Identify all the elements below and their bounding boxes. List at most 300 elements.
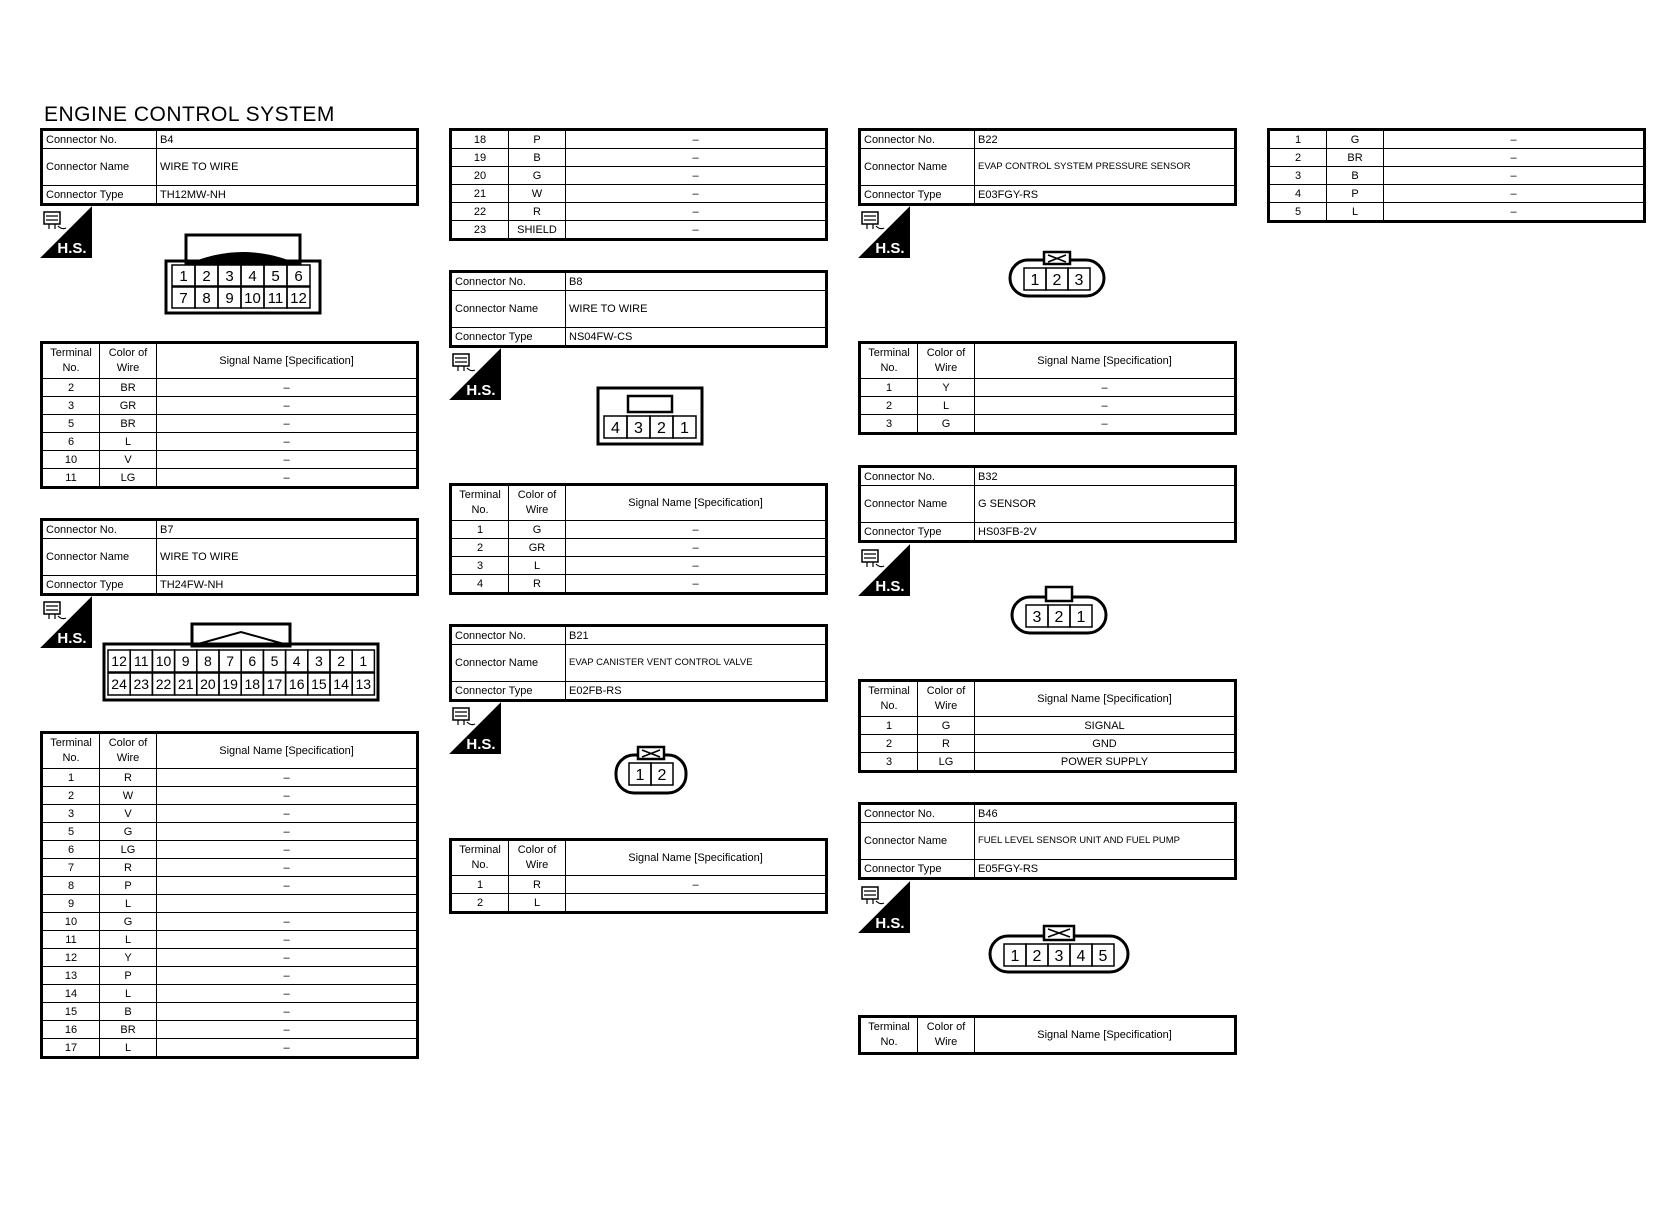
signal-name-cell: – [157, 397, 418, 415]
signal-name-cell: – [157, 913, 418, 931]
wire-color-cell: B [1327, 167, 1384, 185]
pin-number: 3 [634, 419, 643, 437]
terminal-no-cell: 2 [451, 539, 509, 557]
signal-name-cell: – [566, 575, 827, 594]
terminal-no-cell: 6 [42, 433, 100, 451]
signal-name-cell: – [566, 557, 827, 575]
terminal-no-cell: 1 [42, 769, 100, 787]
table-row [42, 949, 418, 967]
connector-b8-info [449, 270, 828, 348]
connector-b32-face [1010, 585, 1108, 635]
signal-name-cell: – [157, 415, 418, 433]
wire-color-cell: W [509, 185, 566, 203]
signal-name-cell: – [566, 149, 827, 167]
wire-color-cell: G [100, 823, 157, 841]
wire-color-cell: L [100, 895, 157, 913]
table-row [860, 379, 1236, 397]
wire-color-cell: R [509, 575, 566, 594]
table-row [42, 823, 418, 841]
connector-b22-info [858, 128, 1237, 206]
connector-b21-pins [449, 838, 828, 914]
terminal-no-cell: 8 [42, 877, 100, 895]
wire-color-cell: W [100, 787, 157, 805]
wire-color-cell: L [100, 985, 157, 1003]
signal-name-cell: – [1384, 130, 1645, 149]
pin-number: 2 [202, 267, 211, 285]
terminal-no-cell: 10 [42, 913, 100, 931]
signal-name-header: Signal Name [Specification] [566, 485, 827, 521]
pin-number: 13 [355, 676, 372, 693]
table-header [451, 485, 827, 521]
terminal-no-cell: 7 [42, 859, 100, 877]
signal-name-cell: – [1384, 203, 1645, 222]
wire-color-cell: P [509, 130, 566, 149]
connector-no-value: B32 [975, 467, 1236, 486]
terminal-no-cell: 3 [42, 805, 100, 823]
pin-number: 8 [204, 653, 212, 670]
pin-number: 4 [292, 653, 301, 670]
wire-color-cell: Y [100, 949, 157, 967]
connector-name-label: Connector Name [860, 486, 975, 523]
wire-color-cell: P [100, 877, 157, 895]
terminal-no-cell: 12 [42, 949, 100, 967]
connector-type-value: E05FGY-RS [975, 860, 1236, 879]
terminal-no-cell: 1 [451, 876, 509, 894]
connector-no-label: Connector No. [42, 520, 157, 539]
pin-number: 20 [200, 676, 216, 693]
signal-name-cell: – [566, 203, 827, 221]
wire-color-cell: G [918, 717, 975, 735]
wire-color-cell: LG [918, 753, 975, 772]
connector-type-label: Connector Type [451, 328, 566, 347]
pin-number: 2 [1054, 608, 1064, 626]
terminal-no-cell: 1 [860, 717, 918, 735]
wire-color-cell: L [509, 894, 566, 913]
pin-number: 21 [177, 676, 194, 693]
connector-b7-info [40, 518, 419, 596]
signal-name-cell: – [157, 1021, 418, 1039]
wire-color-cell: B [100, 1003, 157, 1021]
signal-name-header: Signal Name [Specification] [975, 343, 1236, 379]
signal-name-cell: – [157, 805, 418, 823]
signal-name-cell: – [975, 379, 1236, 397]
connector-no-value: B7 [157, 520, 418, 539]
connector-b8-face [596, 386, 704, 446]
connector-b46-pins-header [858, 1015, 1237, 1055]
signal-name-cell: – [157, 967, 418, 985]
pin-number: 3 [315, 653, 323, 670]
connector-name-value: G SENSOR [975, 486, 1236, 523]
table-row [451, 876, 827, 894]
wire-color-header: Color of Wire [509, 840, 566, 876]
terminal-no-header: Terminal No. [860, 681, 918, 717]
connector-type-label: Connector Type [860, 523, 975, 542]
table-header [451, 840, 827, 876]
connector-type-value: HS03FB-2V [975, 523, 1236, 542]
wire-color-cell: BR [100, 415, 157, 433]
pin-number: 1 [359, 653, 368, 670]
pin-number: 1 [1076, 608, 1086, 626]
table-row [42, 469, 418, 488]
table-row [451, 539, 827, 557]
connector-no-value: B46 [975, 804, 1236, 823]
table-row [42, 805, 418, 823]
table-row [42, 985, 418, 1003]
terminal-no-header: Terminal No. [451, 840, 509, 876]
table-row [451, 557, 827, 575]
wire-color-cell: L [509, 557, 566, 575]
harness-side-icon [40, 596, 92, 648]
wire-color-cell: R [918, 735, 975, 753]
pin-number: 3 [1074, 271, 1084, 289]
signal-name-cell: – [157, 859, 418, 877]
terminal-no-header: Terminal No. [42, 733, 100, 769]
terminal-no-cell: 20 [451, 167, 509, 185]
signal-name-cell: – [157, 451, 418, 469]
signal-name-cell: – [566, 185, 827, 203]
terminal-no-cell: 5 [42, 415, 100, 433]
connector-b32-info [858, 465, 1237, 543]
connector-name-label: Connector Name [42, 539, 157, 576]
connector-type-value: NS04FW-CS [566, 328, 827, 347]
connector-name-label: Connector Name [42, 149, 157, 186]
signal-name-cell: – [566, 130, 827, 149]
wire-color-cell: V [100, 451, 157, 469]
pin-number: 2 [1052, 271, 1062, 289]
table-row [1269, 203, 1645, 222]
terminal-no-cell: 3 [42, 397, 100, 415]
pin-number: 14 [333, 676, 349, 693]
pin-number: 9 [181, 653, 190, 670]
table-row [1269, 167, 1645, 185]
terminal-no-cell: 23 [451, 221, 509, 240]
terminal-no-cell: 22 [451, 203, 509, 221]
wire-color-cell: R [509, 203, 566, 221]
connector-no-value: B22 [975, 130, 1236, 149]
table-row [451, 167, 827, 185]
signal-name-cell: – [157, 1039, 418, 1058]
connector-b46-info [858, 802, 1237, 880]
terminal-no-cell: 18 [451, 130, 509, 149]
pin-number: 11 [134, 653, 149, 670]
signal-name-cell: – [566, 521, 827, 539]
wire-color-cell: SHIELD [509, 221, 566, 240]
table-row [42, 433, 418, 451]
table-row [42, 397, 418, 415]
terminal-no-cell: 2 [860, 735, 918, 753]
wire-color-cell: R [509, 876, 566, 894]
wire-color-cell: V [100, 805, 157, 823]
terminal-no-cell: 2 [451, 894, 509, 913]
pin-number: 19 [222, 676, 238, 693]
connector-no-label: Connector No. [451, 272, 566, 291]
table-row [451, 149, 827, 167]
pin-number: 7 [179, 289, 188, 307]
signal-name-cell: – [157, 949, 418, 967]
wire-color-cell: GR [100, 397, 157, 415]
connector-type-label: Connector Type [42, 186, 157, 205]
signal-name-header: Signal Name [Specification] [157, 733, 418, 769]
connector-name-value: WIRE TO WIRE [157, 539, 418, 576]
pin-number: 2 [657, 766, 667, 784]
table-row [451, 221, 827, 240]
connector-name-value: EVAP CONTROL SYSTEM PRESSURE SENSOR [975, 149, 1236, 186]
signal-name-cell: – [1384, 167, 1645, 185]
wire-color-cell: R [100, 769, 157, 787]
connector-name-label: Connector Name [451, 291, 566, 328]
terminal-no-cell: 14 [42, 985, 100, 1003]
table-row [451, 575, 827, 594]
pin-number: 3 [225, 267, 234, 285]
connector-name-value: FUEL LEVEL SENSOR UNIT AND FUEL PUMP [975, 823, 1236, 860]
connector-b4-pins [40, 341, 419, 489]
pin-number: 6 [294, 267, 303, 285]
terminal-no-header: Terminal No. [451, 485, 509, 521]
harness-side-icon [449, 702, 501, 754]
harness-side-icon [40, 206, 92, 258]
wire-color-cell: L [100, 1039, 157, 1058]
table-row [42, 451, 418, 469]
signal-name-cell: POWER SUPPLY [975, 753, 1236, 772]
pin-number: 17 [266, 676, 283, 693]
connector-name-label: Connector Name [860, 823, 975, 860]
signal-name-cell: GND [975, 735, 1236, 753]
connector-type-label: Connector Type [860, 860, 975, 879]
wire-color-cell: BR [1327, 149, 1384, 167]
table-header [42, 343, 418, 379]
connector-b7-pins [40, 731, 419, 1059]
pin-number: 12 [290, 289, 307, 307]
table-row [860, 735, 1236, 753]
table-row [42, 841, 418, 859]
table-row [42, 769, 418, 787]
terminal-no-cell: 3 [860, 753, 918, 772]
terminal-no-cell: 5 [42, 823, 100, 841]
page-title: ENGINE CONTROL SYSTEM [44, 103, 335, 126]
terminal-no-cell: 2 [1269, 149, 1327, 167]
terminal-no-cell: 4 [451, 575, 509, 594]
signal-name-cell: – [157, 841, 418, 859]
pin-number: 2 [657, 419, 666, 437]
wire-color-header: Color of Wire [918, 681, 975, 717]
terminal-no-header: Terminal No. [860, 1017, 918, 1054]
wire-color-header: Color of Wire [918, 1017, 975, 1054]
connector-no-value: B21 [566, 626, 827, 645]
signal-name-cell: – [566, 167, 827, 185]
connector-type-label: Connector Type [451, 682, 566, 701]
signal-name-cell: – [975, 397, 1236, 415]
signal-name-cell: – [1384, 149, 1645, 167]
connector-no-label: Connector No. [860, 804, 975, 823]
table-row [451, 894, 827, 913]
connector-b46-pins-continued [1267, 128, 1646, 223]
pin-number: 1 [179, 267, 188, 285]
table-row [42, 931, 418, 949]
connector-b7-face [102, 622, 380, 702]
terminal-no-cell: 19 [451, 149, 509, 167]
pin-number: 11 [267, 289, 284, 307]
terminal-no-cell: 6 [42, 841, 100, 859]
wire-color-cell: P [100, 967, 157, 985]
table-row [42, 1003, 418, 1021]
terminal-no-cell: 3 [860, 415, 918, 434]
terminal-no-cell: 9 [42, 895, 100, 913]
connector-no-label: Connector No. [451, 626, 566, 645]
pin-number: 10 [244, 289, 261, 307]
pin-number: 9 [225, 289, 234, 307]
harness-side-icon [858, 544, 910, 596]
connector-type-label: Connector Type [860, 186, 975, 205]
signal-name-cell: – [975, 415, 1236, 434]
pin-number: 7 [226, 653, 234, 670]
wire-color-cell: G [1327, 130, 1384, 149]
signal-name-header: Signal Name [Specification] [975, 1017, 1236, 1054]
wire-color-cell: G [509, 167, 566, 185]
wire-color-cell: BR [100, 379, 157, 397]
pin-number: 23 [133, 676, 150, 693]
connector-b21-info [449, 624, 828, 702]
table-row [860, 415, 1236, 434]
pin-number: 5 [271, 267, 280, 285]
terminal-no-cell: 13 [42, 967, 100, 985]
signal-name-cell: – [157, 931, 418, 949]
pin-number: 1 [1030, 271, 1040, 289]
signal-name-cell [157, 895, 418, 913]
terminal-no-cell: 5 [1269, 203, 1327, 222]
table-row [42, 1039, 418, 1058]
terminal-no-cell: 11 [42, 469, 100, 488]
wire-color-cell: L [918, 397, 975, 415]
connector-name-label: Connector Name [860, 149, 975, 186]
pin-number: 4 [1076, 947, 1086, 965]
connector-b21-face [614, 745, 688, 795]
connector-name-value: WIRE TO WIRE [157, 149, 418, 186]
table-row [42, 1021, 418, 1039]
wire-color-header: Color of Wire [100, 733, 157, 769]
connector-no-label: Connector No. [860, 130, 975, 149]
signal-name-cell: – [157, 985, 418, 1003]
connector-b46-face [988, 924, 1130, 974]
pin-number: 1 [680, 419, 689, 437]
table-row [451, 185, 827, 203]
table-header [860, 1017, 1236, 1054]
connector-no-label: Connector No. [860, 467, 975, 486]
terminal-no-cell: 2 [42, 787, 100, 805]
pin-number: 4 [248, 267, 257, 285]
pin-number: 1 [635, 766, 645, 784]
wire-color-cell: GR [509, 539, 566, 557]
connector-b22-pins [858, 341, 1237, 435]
table-row [42, 913, 418, 931]
table-row [42, 379, 418, 397]
connector-type-value: TH24FW-NH [157, 576, 418, 595]
terminal-no-cell: 1 [860, 379, 918, 397]
terminal-no-header: Terminal No. [42, 343, 100, 379]
pin-number: 12 [111, 653, 127, 670]
terminal-no-cell: 1 [451, 521, 509, 539]
connector-type-value: TH12MW-NH [157, 186, 418, 205]
wire-color-header: Color of Wire [918, 343, 975, 379]
pin-number: 5 [1098, 947, 1108, 965]
wire-color-cell: Y [918, 379, 975, 397]
signal-name-cell: – [157, 469, 418, 488]
connector-name-label: Connector Name [451, 645, 566, 682]
table-header [860, 343, 1236, 379]
pin-number: 8 [202, 289, 211, 307]
connector-name-value: EVAP CANISTER VENT CONTROL VALVE [566, 645, 827, 682]
table-row [42, 859, 418, 877]
connector-b32-pins [858, 679, 1237, 773]
table-row [1269, 149, 1645, 167]
wire-color-cell: L [1327, 203, 1384, 222]
terminal-no-cell: 15 [42, 1003, 100, 1021]
terminal-no-cell: 2 [42, 379, 100, 397]
wire-color-cell: LG [100, 469, 157, 488]
pin-number: 4 [611, 419, 620, 437]
pin-number: 1 [1010, 947, 1020, 965]
connector-type-value: E03FGY-RS [975, 186, 1236, 205]
connector-type-value: E02FB-RS [566, 682, 827, 701]
wire-color-cell: B [509, 149, 566, 167]
signal-name-cell: – [157, 379, 418, 397]
terminal-no-cell: 3 [451, 557, 509, 575]
signal-name-cell: – [157, 433, 418, 451]
terminal-no-cell: 3 [1269, 167, 1327, 185]
signal-name-cell: – [157, 877, 418, 895]
connector-no-value: B4 [157, 130, 418, 149]
table-row [42, 415, 418, 433]
wire-color-cell: BR [100, 1021, 157, 1039]
connector-b4-info [40, 128, 419, 206]
pin-number: 2 [1032, 947, 1042, 965]
harness-side-icon [858, 206, 910, 258]
connector-no-value: B8 [566, 272, 827, 291]
table-header [42, 733, 418, 769]
pin-number: 3 [1054, 947, 1064, 965]
wire-color-cell: L [100, 433, 157, 451]
harness-side-icon [858, 881, 910, 933]
signal-name-header: Signal Name [Specification] [157, 343, 418, 379]
signal-name-cell: – [157, 787, 418, 805]
pin-number: 10 [155, 653, 172, 670]
signal-name-cell: – [566, 221, 827, 240]
terminal-no-cell: 16 [42, 1021, 100, 1039]
pin-number: 16 [288, 676, 305, 693]
pin-number: 2 [337, 653, 345, 670]
pin-number: 22 [155, 676, 172, 693]
connector-name-value: WIRE TO WIRE [566, 291, 827, 328]
pin-number: 6 [248, 653, 257, 670]
signal-name-cell: – [157, 823, 418, 841]
connector-type-label: Connector Type [42, 576, 157, 595]
pin-number: 3 [1032, 608, 1042, 626]
wire-color-cell: G [918, 415, 975, 434]
wire-color-cell: L [100, 931, 157, 949]
terminal-no-cell: 21 [451, 185, 509, 203]
connector-b7-pins-continued [449, 128, 828, 241]
signal-name-cell: – [566, 539, 827, 557]
table-row [860, 753, 1236, 772]
table-row [42, 895, 418, 913]
pin-number: 18 [244, 676, 261, 693]
wire-color-cell: G [509, 521, 566, 539]
table-row [42, 877, 418, 895]
signal-name-cell: – [566, 876, 827, 894]
table-row [1269, 185, 1645, 203]
table-header [860, 681, 1236, 717]
terminal-no-cell: 10 [42, 451, 100, 469]
connector-b8-pins [449, 483, 828, 595]
